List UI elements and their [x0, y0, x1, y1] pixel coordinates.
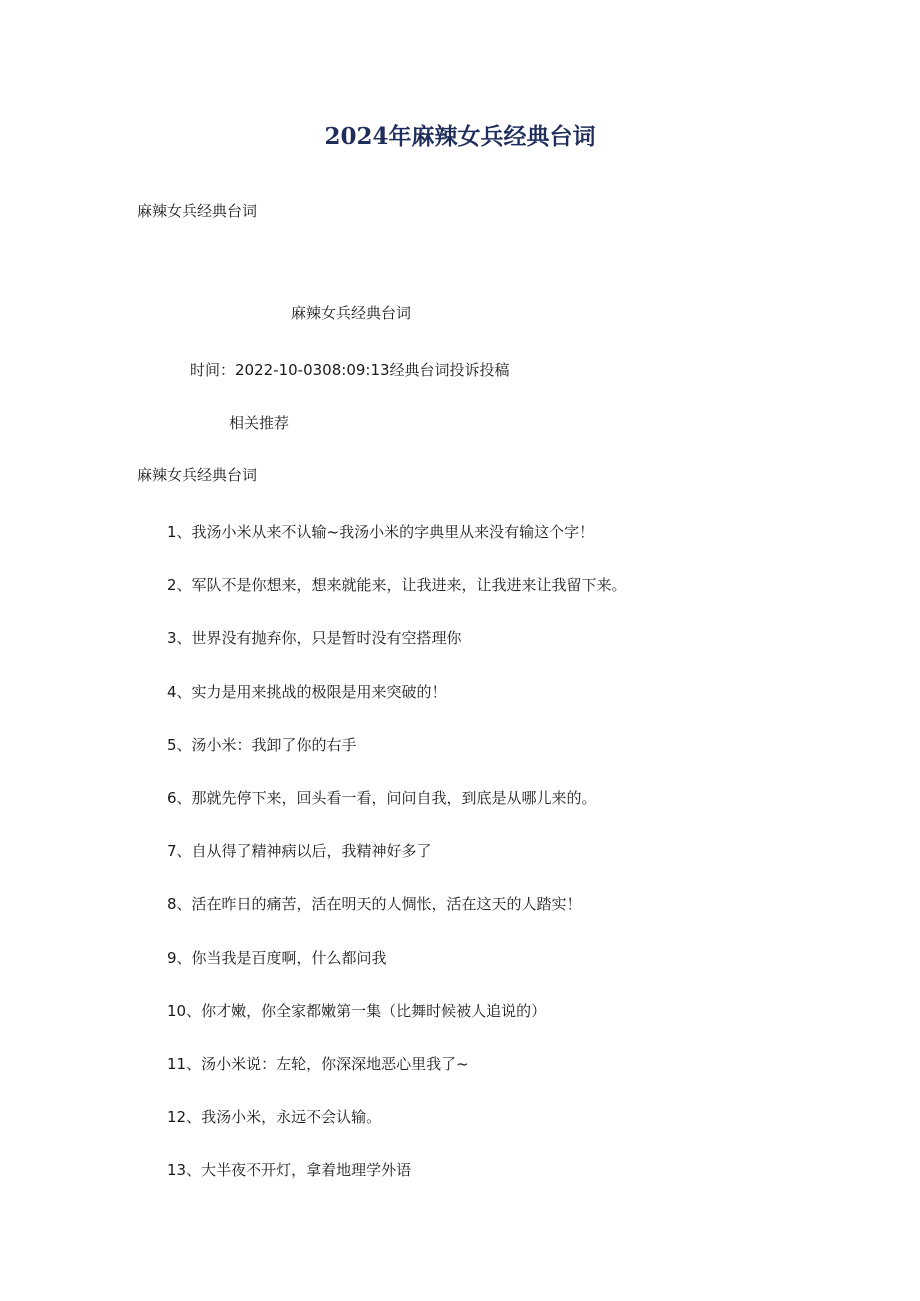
- list-item: 8、活在昨日的痛苦，活在明天的人惆怅，活在这天的人踏实！: [167, 895, 582, 914]
- list-item: 5、汤小米：我卸了你的右手: [167, 735, 357, 754]
- list-item: 4、实力是用来挑战的极限是用来突破的！: [167, 682, 447, 701]
- sub-heading: 麻辣女兵经典台词: [291, 304, 412, 322]
- intro-heading: 麻辣女兵经典台词: [137, 202, 258, 220]
- list-item: 6、那就先停下来，回头看一看，问问自我，到底是从哪儿来的。: [167, 788, 597, 807]
- list-item: 10、你才嫩，你全家都嫩第一集（比舞时候被人追说的）: [167, 1001, 547, 1020]
- list-item: 7、自从得了精神病以后，我精神好多了: [167, 842, 432, 861]
- meta-line: 时间：2022-10-0308:09:13经典台词投诉投稿: [190, 361, 510, 379]
- related-recommendations: 相关推荐: [229, 414, 290, 432]
- list-item: 12、我汤小米，永远不会认输。: [167, 1108, 382, 1127]
- quote-list: [167, 522, 627, 1213]
- list-item: 1、我汤小米从来不认输~我汤小米的字典里从来没有输这个字！: [167, 523, 595, 541]
- page-title: 2024年麻辣女兵经典台词: [324, 123, 596, 150]
- list-item: 9、你当我是百度啊，什么都问我: [167, 948, 387, 967]
- list-item: 3、世界没有抛弃你，只是暂时没有空搭理你: [167, 629, 462, 648]
- list-item: 13、大半夜不开灯，拿着地理学外语: [167, 1161, 412, 1180]
- section-heading: 麻辣女兵经典台词: [137, 466, 258, 484]
- list-item: 11、汤小米说：左轮，你深深地恶心里我了~: [167, 1054, 469, 1073]
- list-item: 2、军队不是你想来，想来就能来，让我进来，让我进来让我留下来。: [167, 576, 627, 595]
